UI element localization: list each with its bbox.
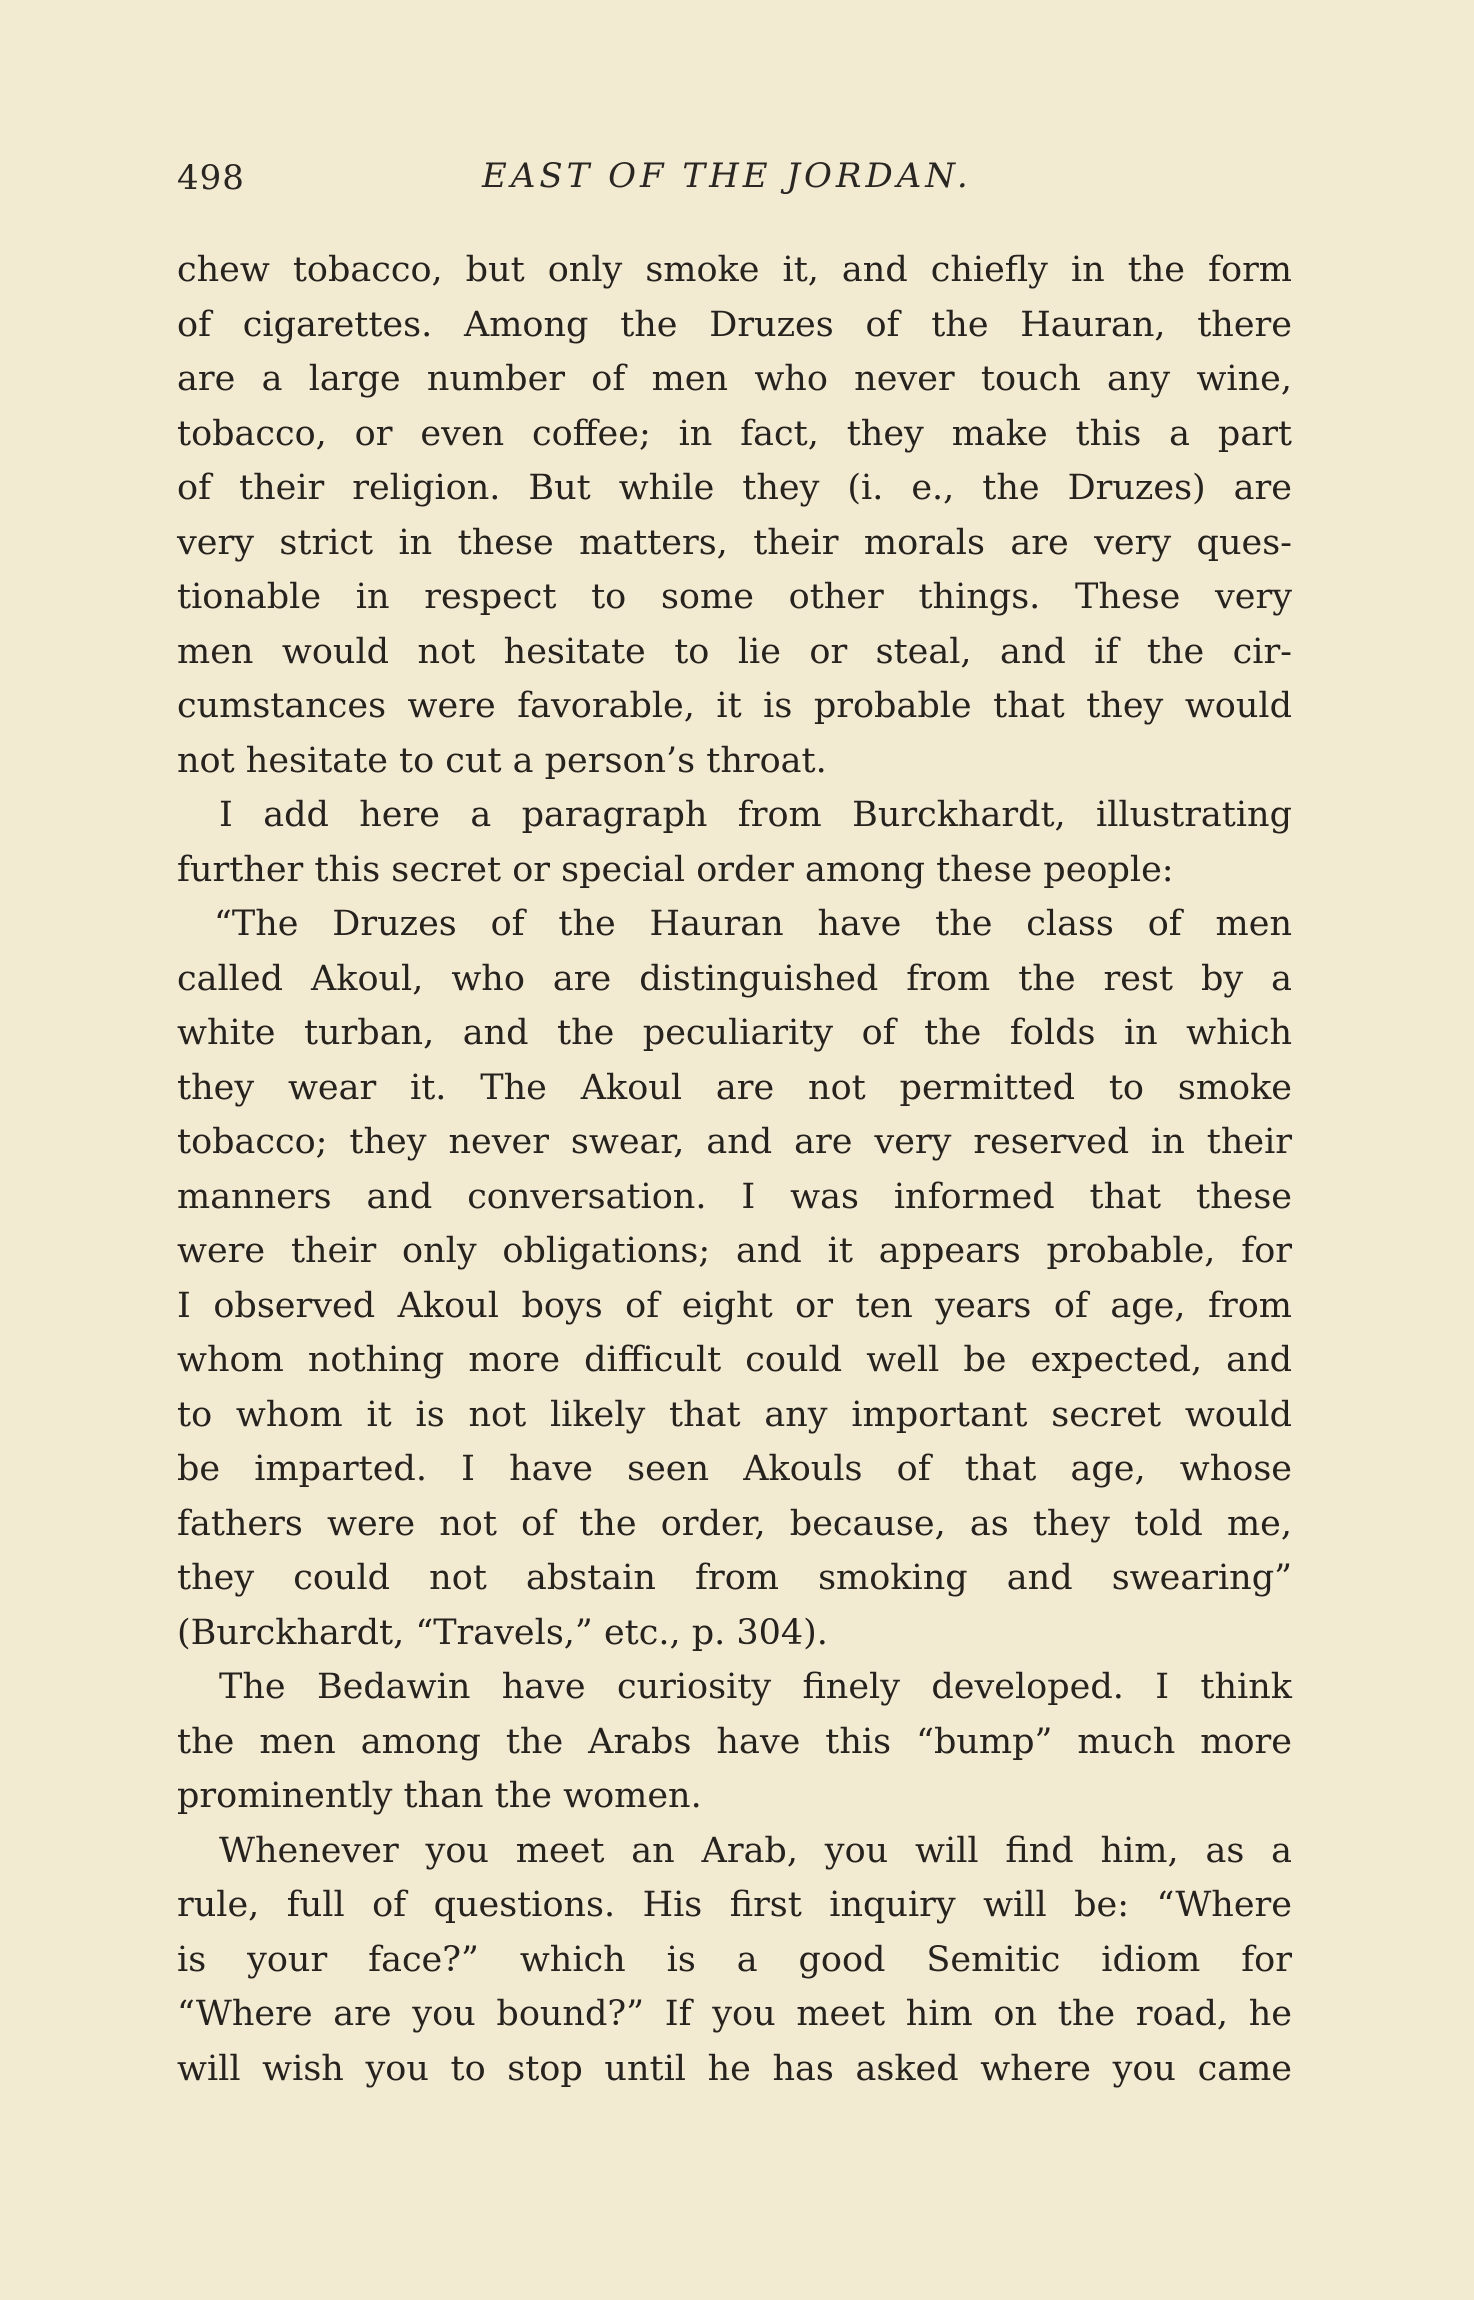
text-line: tobacco; they never swear, and are very reserved in their xyxy=(177,1122,1292,1162)
text-line: The Bedawin have curiosity finely developed. I think xyxy=(219,1667,1292,1707)
text-line: further this secret or special order among these people: xyxy=(177,849,1174,890)
text-line: will wish you to stop until he has asked where you came xyxy=(177,2048,1292,2089)
text-line: prominently than the women. xyxy=(177,1776,702,1816)
text-line: Whenever you meet an Arab, you will find him, as a xyxy=(219,1830,1292,1871)
text-line: chew tobacco, but only smoke it, and chiefly in the form xyxy=(177,250,1292,290)
text-line: were their only obligations; and it appears probable, for xyxy=(177,1231,1292,1271)
body-text xyxy=(177,243,1292,2096)
running-head xyxy=(177,150,1292,210)
text-line: I observed Akoul boys of eight or ten years of age, from xyxy=(177,1285,1292,1326)
text-line: the men among the Arabs have this “bump” much more xyxy=(177,1721,1292,1762)
text-line: of their religion. But while they (i. e., the Druzes) are xyxy=(177,468,1292,508)
text-line: fathers were not of the order, because, as they told me, xyxy=(177,1503,1292,1544)
text-line: rule, full of questions. His first inquiry will be: “Where xyxy=(177,1885,1292,1925)
text-line: is your face?” which is a good Semitic idiom for xyxy=(177,1939,1292,1980)
text-line: they wear it. The Akoul are not permitted to smoke xyxy=(177,1067,1292,1108)
text-line: to whom it is not likely that any important secret would xyxy=(177,1394,1292,1435)
text-line: “Where are you bound?” If you meet him on the road, he xyxy=(177,1994,1292,2034)
text-line: (Burckhardt, “Travels,” etc., p. 304). xyxy=(177,1612,828,1653)
text-line: be imparted. I have seen Akouls of that age, whose xyxy=(177,1449,1292,1489)
text-line: white turban, and the peculiarity of the folds in which xyxy=(177,1013,1292,1053)
text-line: whom nothing more difficult could well be expected, and xyxy=(177,1340,1292,1380)
text-line: of cigarettes. Among the Druzes of the Hauran, there xyxy=(177,304,1292,345)
text-line: very strict in these matters, their morals are very ques- xyxy=(177,522,1292,563)
text-line: “The Druzes of the Hauran have the class of men xyxy=(214,904,1292,944)
text-line: called Akoul, who are distinguished from the rest by a xyxy=(177,958,1292,999)
text-line: not hesitate to cut a person’s throat. xyxy=(177,740,827,781)
text-line: manners and conversation. I was informed that these xyxy=(177,1176,1292,1217)
text-line: men would not hesitate to lie or steal, and if the cir- xyxy=(177,631,1292,672)
text-line: they could not abstain from smoking and swearing” xyxy=(177,1558,1292,1598)
page-number: 498 xyxy=(177,158,245,198)
text-line: I add here a paragraph from Burckhardt, illustrating xyxy=(219,795,1292,835)
text-line: cumstances were favorable, it is probable that they would xyxy=(177,686,1292,726)
running-title: EAST OF THE JORDAN. xyxy=(482,156,972,196)
text-line: are a large number of men who never touch any wine, xyxy=(177,359,1292,399)
text-line: tobacco, or even coffee; in fact, they make this a part xyxy=(177,413,1292,454)
text-line: tionable in respect to some other things. These very xyxy=(177,577,1292,617)
